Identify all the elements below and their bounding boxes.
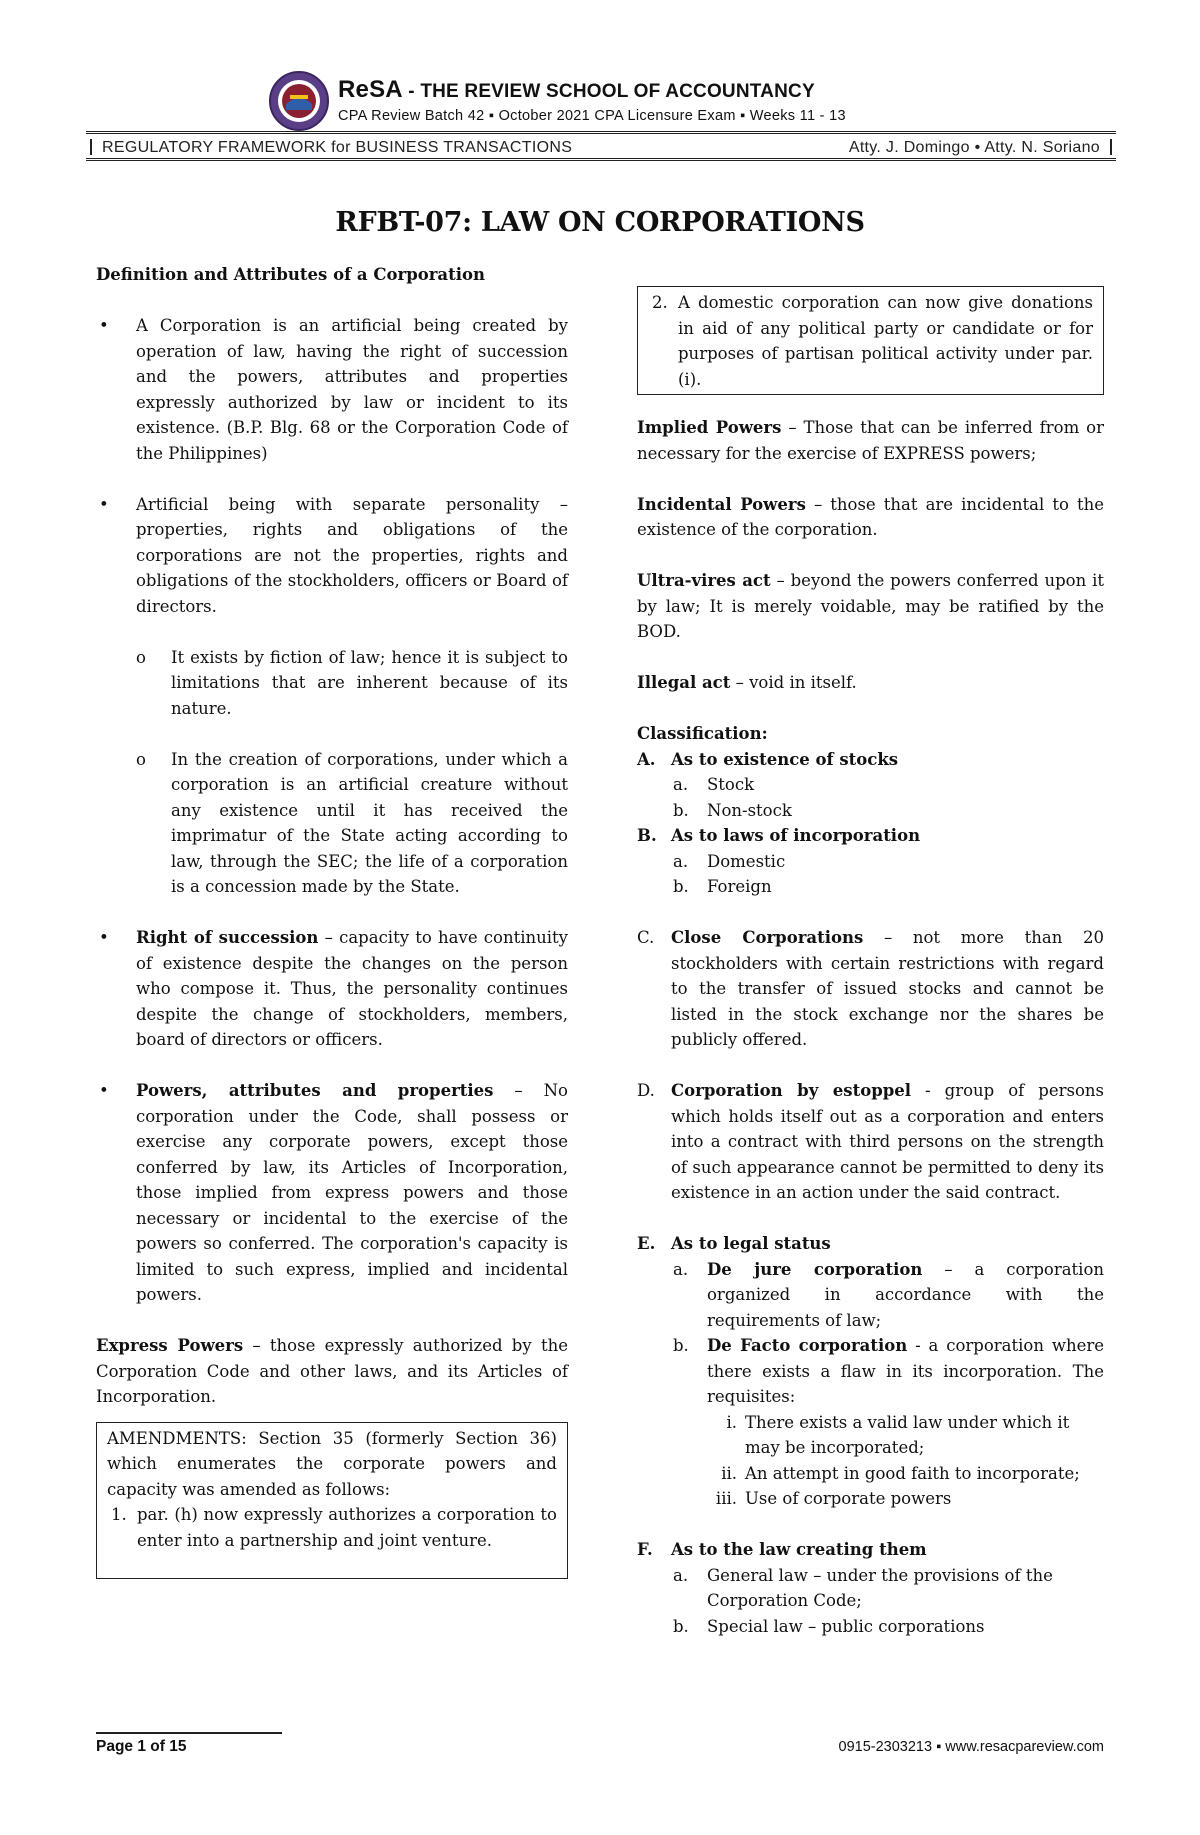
item-text: - group of persons which holds itself out as a corporation and enters into a contract with third persons on the strength of such appearance cannot be permitted to deny its existence in an action under the said contract.: [671, 1081, 1104, 1202]
bullet-term: Right of succession: [136, 928, 319, 947]
class-e: [637, 1231, 1104, 1257]
term: Ultra-vires act: [637, 571, 771, 590]
definition: – those expressly authorized by the Corporation Code and other laws, and its Articles of Incorporation.: [96, 1336, 568, 1406]
amendments-box-continued: [637, 286, 1104, 395]
item-text: Special law – public corporations: [707, 1616, 985, 1636]
resa-logo-icon: [268, 70, 330, 132]
requisite-2: [637, 1461, 1104, 1487]
bullet-powers: • Powers, attributes and properties – No corporation under the Code, shall possess or exercise any corporate powers, except those conferred by law, its Articles of Incorporation, those implied from express powers and those necessary or incidental to the exercise of the powers so conferred. The corporation's capacity is limited to such express, implied and incidental powers.: [99, 1081, 568, 1304]
class-b-domestic: [637, 849, 1104, 875]
definition: – beyond the powers conferred upon it by law; It is merely voidable, may be ratified by the BOD.: [637, 571, 1104, 641]
bullet-text: – No corporation under the Code, shall possess or exercise any corporate powers, except those conferred by law, its Articles of Incorporation, those implied from express powers and those necessary or incidental to the exercise of the powers so conferred. The corporation's capacity is limited to such express, implied and incidental powers.: [136, 1081, 568, 1304]
definition: – void in itself.: [730, 673, 857, 692]
bullet-separate-personality: • Artificial being with separate personality – properties, rights and obligations of the corporations are not the properties, rights and obligations of the stockholders, officers or Board of directors.: [99, 494, 568, 616]
item-text: As to the law creating them: [671, 1540, 927, 1559]
school-name-rest: - THE REVIEW SCHOOL OF ACCOUNTANCY: [402, 81, 815, 102]
item-text: Domestic: [707, 851, 786, 871]
footer-rule: [96, 1732, 282, 1734]
item-letter: F.: [637, 1540, 653, 1559]
sub-bullet-creation: o In the creation of corporations, under which a corporation is an artificial creature without any existence until it has received the imprimatur of the State acting according to law, through the SEC; the life of a corporation is a concession made by the State.: [136, 749, 568, 896]
item-letter: a.: [673, 775, 689, 794]
implied-powers: [637, 415, 1104, 466]
bullet-term: Powers, attributes and properties: [136, 1081, 494, 1100]
requisite-3: [637, 1486, 1104, 1512]
document-title: RFBT-07: LAW ON CORPORATIONS: [335, 207, 865, 238]
item-text: As to laws of incorporation: [671, 826, 921, 845]
item-letter: b.: [673, 800, 689, 820]
amendment-text: par. (h) now expressly authorizes a corporation to enter into a partnership and joint venture.: [137, 1505, 557, 1550]
class-f-general-law: [637, 1563, 1104, 1614]
item-letter: a.: [673, 1565, 689, 1585]
item-text: Non-stock: [707, 800, 792, 820]
item-text: There exists a valid law under which it may be incorporated;: [745, 1412, 1070, 1457]
page-number: Page 1 of 15: [96, 1738, 187, 1755]
left-column: [96, 262, 568, 1579]
amendment-text: A domestic corporation can now give donations in aid of any political party or candidate or for purposes of partisan political activity under par. (i).: [678, 293, 1093, 389]
contact-info: 0915-2303213 ▪ www.resacpareview.com: [838, 1739, 1104, 1755]
sub-bullet-fiction-of-law: o It exists by fiction of law; hence it is subject to limitations that are inherent because of its nature.: [136, 647, 568, 718]
class-a: [637, 747, 1104, 773]
right-column: [637, 262, 1104, 1639]
amendment-number: 1.: [111, 1505, 127, 1524]
sub-bullet-text: It exists by fiction of law; hence it is subject to limitations that are inherent because of its nature.: [171, 647, 568, 718]
bullet-right-of-succession: • Right of succession – capacity to have continuity of existence despite the changes on the person who compose it. Thus, the personality continues despite the change of stockholders, members, board of directors or officers.: [99, 928, 569, 1049]
class-b-foreign: [637, 874, 1104, 900]
requisite-1: [637, 1410, 1104, 1461]
item-text: – not more than 20 stockholders with certain restrictions with regard to the transfer of issued stocks and cannot be listed in the stock exchange nor the shares be publicly offered.: [671, 928, 1104, 1049]
classification-heading: Classification:: [637, 724, 768, 743]
item-text: As to legal status: [671, 1234, 831, 1253]
item-term: Corporation by estoppel: [671, 1081, 912, 1100]
item-text: Stock: [707, 775, 755, 794]
bullet-text: – capacity to have continuity of existence despite the changes on the person who compose it. Thus, the personality continues despite the change of stockholders, members, board of directors or officers.: [136, 928, 569, 1049]
section-heading: Definition and Attributes of a Corporation: [96, 265, 486, 284]
item-text: An attempt in good faith to incorporate;: [745, 1463, 1080, 1483]
class-f-special-law: [637, 1614, 1104, 1640]
item-letter: D.: [637, 1081, 655, 1100]
item-numeral: ii.: [721, 1463, 737, 1483]
sub-bullet-text: In the creation of corporations, under which a corporation is an artificial creature without any existence until it has received the imprimatur of the State acting according to law, through the SEC; the life of a corporation is a concession made by the State.: [171, 749, 568, 896]
school-subtitle: CPA Review Batch 42 ▪ October 2021 CPA Licensure Exam ▪ Weeks 11 - 13: [338, 108, 846, 124]
item-letter: B.: [637, 826, 657, 845]
item-text: Use of corporate powers: [745, 1489, 952, 1508]
class-e-de-jure: [637, 1257, 1104, 1334]
item-letter: b.: [673, 877, 689, 896]
item-letter: b.: [673, 1616, 689, 1636]
subject-bar-left-edge: [90, 139, 92, 155]
term: Implied Powers: [637, 418, 782, 437]
item-numeral: i.: [726, 1412, 737, 1432]
item-term: De Facto corporation: [707, 1336, 908, 1355]
amendments-intro: AMENDMENTS: Section 35 (formerly Section 36) which enumerates the corporate powers and capacity was amended as follows:: [107, 1428, 557, 1499]
class-f: [637, 1537, 1104, 1563]
item-text: Foreign: [707, 877, 772, 896]
express-powers: [96, 1333, 568, 1410]
lecturer-names: Atty. J. Domingo • Atty. N. Soriano: [848, 139, 1100, 156]
term: Incidental Powers: [637, 494, 806, 514]
definition: – Those that can be inferred from or necessary for the exercise of EXPRESS powers;: [637, 418, 1104, 463]
item-letter: C.: [637, 928, 655, 947]
subject-bar: [86, 131, 1116, 161]
subject-bar-right-edge: [1110, 139, 1112, 155]
amendment-item: [648, 290, 1093, 392]
school-name: [338, 76, 815, 104]
item-letter: A.: [637, 749, 656, 769]
subject-name: REGULATORY FRAMEWORK for BUSINESS TRANSACTIONS: [102, 139, 573, 156]
item-letter: E.: [637, 1234, 656, 1253]
amendments-box: [96, 1422, 568, 1580]
term: Illegal act: [637, 673, 731, 692]
school-prefix: ReSA: [338, 76, 403, 103]
ultra-vires-act: [637, 568, 1104, 645]
item-letter: a.: [673, 1259, 689, 1279]
amendment-item: [107, 1502, 557, 1553]
item-text: - a corporation where there exists a flaw in its incorporation. The requisites:: [707, 1336, 1104, 1406]
incidental-powers: [637, 492, 1104, 543]
illegal-act: [637, 670, 1104, 696]
item-letter: b.: [673, 1336, 689, 1355]
class-b: [637, 823, 1104, 849]
item-letter: a.: [673, 851, 689, 871]
term: Express Powers: [96, 1336, 244, 1355]
item-text: As to existence of stocks: [671, 749, 899, 769]
bullet-definition: • A Corporation is an artificial being created by operation of law, having the right of succession and the powers, attributes and properties expressly authorized by law or incident to its existence. (B.P. Blg. 68 or the Corporation Code of the Philippines): [99, 316, 568, 463]
item-term: De jure corporation: [707, 1259, 923, 1279]
class-a-stock: [637, 772, 1104, 798]
bullet-text: A Corporation is an artificial being created by operation of law, having the right of succession and the powers, attributes and properties expressly authorized by law or incident to its existence. (B.P. Blg. 68 or the Corporation Code of the Philippines): [136, 316, 568, 463]
item-term: Close Corporations: [671, 928, 864, 947]
item-numeral: iii.: [715, 1489, 737, 1508]
amendment-number: 2.: [652, 293, 668, 312]
item-text: General law – under the provisions of the Corporation Code;: [707, 1565, 1053, 1610]
bullet-text: Artificial being with separate personality – properties, rights and obligations of the corporations are not the properties, rights and obligations of the stockholders, officers or Board of directors.: [136, 494, 568, 616]
definition: – those that are incidental to the existence of the corporation.: [637, 494, 1104, 539]
class-c: [637, 925, 1104, 1053]
class-a-non-stock: [637, 798, 1104, 824]
class-e-de-facto: [637, 1333, 1104, 1410]
item-text: – a corporation organized in accordance with the requirements of law;: [707, 1259, 1105, 1330]
class-d: [637, 1078, 1104, 1206]
